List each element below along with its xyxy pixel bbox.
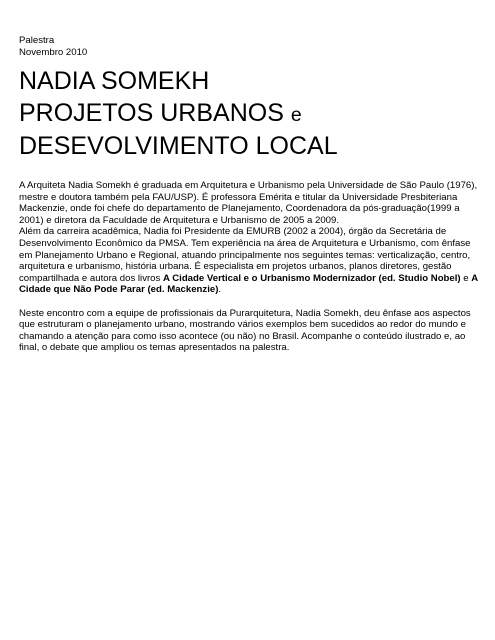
- text-line: [19, 284, 487, 296]
- page-title: [19, 66, 338, 163]
- text-line: que estruturam o planejamento urbano, mostrando vários exemplos bem sucedidos ao redor do mundo e: [19, 319, 466, 331]
- text-line: Neste encontro com a equipe de profissionais da Purarquitetura, Nadia Somekh, deu ênfase aos aspectos: [19, 307, 471, 319]
- text-line: Desenvolvimento Econômico da PMSA. Tem experiência na área de Arquitetura e Urbanismo, com ênfase: [19, 237, 471, 249]
- title-line-name: NADIA SOMEKH: [19, 67, 210, 95]
- article-body: [19, 180, 487, 354]
- text-line: Mackenzie, onde foi chefe do departamento de Planejamento, Coordenadora da pós-graduação(1999 a: [19, 203, 460, 215]
- document-header: [19, 35, 87, 58]
- sentence-end: .: [218, 284, 222, 296]
- books-intro: compartilhada e autora dos livros: [19, 272, 163, 284]
- career-paragraph: [19, 226, 487, 296]
- text-line: Além da carreira acadêmica, Nadia foi Presidente da EMURB (2002 a 2004), órgão da Secretária de: [19, 226, 447, 238]
- text-line: arquitetura e urbanismo, história urbana. É especialista em projetos urbanos, planos diretores, gestão: [19, 261, 452, 273]
- title-line-topic: [19, 98, 338, 132]
- books-conjunction: e: [460, 272, 472, 284]
- bio-paragraph: [19, 180, 487, 226]
- text-line: mestre e doutora também pela FAU/USP). É professora Emérita e titular da Universidade Presbiteriana: [19, 191, 458, 203]
- title-conjunction: e: [290, 103, 302, 126]
- text-line: 2001) e diretora da Faculdade de Arquitetura e Urbanismo de 2005 a 2009.: [19, 214, 340, 226]
- book-title-start: A: [471, 272, 479, 284]
- book-title-vertical-city: A Cidade Vertical e o Urbanismo Modernizador (ed. Studio Nobel): [162, 272, 461, 284]
- paragraph-spacer: [19, 296, 487, 308]
- title-line-development: DESEVOLVIMENTO LOCAL: [19, 132, 338, 160]
- talk-paragraph: [19, 308, 487, 354]
- category-label: Palestra: [19, 35, 55, 46]
- text-line: em Planejamento Urbano e Regional, atuando principalmente nos seguintes temas: verticalização, centro,: [19, 249, 471, 261]
- book-title-city-cannot-stop: Cidade que Não Pode Parar (ed. Mackenzie): [19, 284, 219, 296]
- text-line: [19, 273, 487, 285]
- title-projects: PROJETOS URBANOS: [19, 98, 291, 127]
- text-line: chamando a atenção para como isso acontece (ou não) no Brasil. Acompanhe o conteúdo ilustrado e, ao: [19, 330, 466, 342]
- text-line: A Arquiteta Nadia Somekh é graduada em Arquitetura e Urbanismo pela Universidade de São Paulo (1976),: [19, 180, 478, 191]
- text-line: final, o debate que ampliou os temas apresentados na palestra.: [19, 342, 290, 354]
- date-label: Novembro 2010: [19, 46, 88, 58]
